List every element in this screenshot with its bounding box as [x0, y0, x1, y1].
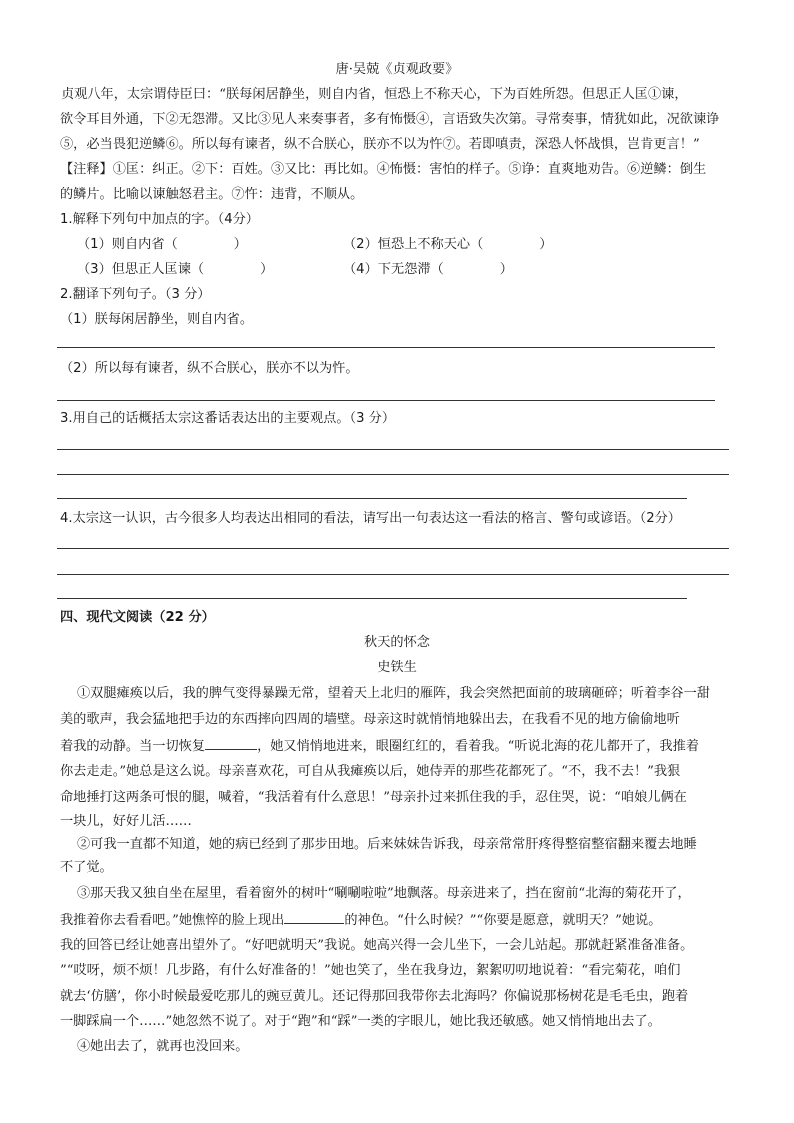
q2-sentence-1: （1）朕每闲居静坐，则自内省。 [60, 312, 254, 327]
fill-blank-2[interactable] [284, 911, 344, 924]
article-title: 秋天的怀念 [364, 635, 430, 650]
q2-sentence-2: （2）所以每有谏者，纵不合朕心，朕亦不以为忤。 [60, 361, 359, 376]
paragraph-3-line: ”“哎呀，烦不烦！几步路，有什么好准备的！”她也笑了，坐在我身边，絮絮叨叨地说着：“看完菊花，咱们 [60, 963, 681, 978]
answer-line[interactable] [57, 474, 729, 475]
answer-line[interactable] [57, 400, 715, 401]
answer-line[interactable] [57, 347, 715, 348]
section-heading: 四、现代文阅读（22 分） [60, 610, 215, 625]
passage-line-3: ⑤，必当畏犯逆鳞⑥。所以每有谏者，纵不合朕心，朕亦不以为忤⑦。若即嗔责，深恐人怀战惧，岂肯更言！” [60, 137, 700, 152]
passage-source-title: 唐·吴兢《贞观政要》 [335, 62, 459, 77]
paragraph-1-line: ①双腿瘫痪以后，我的脾气变得暴躁无常，望着天上北归的雁阵，我会突然把面前的玻璃砸碎；听着李谷一甜 [77, 686, 710, 701]
answer-line[interactable] [57, 598, 687, 599]
question-2-stem: 2.翻译下列句子。（3 分） [60, 287, 211, 302]
paragraph-2-line: 不了觉。 [60, 860, 113, 875]
answer-line[interactable] [57, 548, 729, 549]
paragraph-4-line: ④她出去了，就再也没回来。 [77, 1039, 249, 1054]
paragraph-1-line: 美的歌声，我会猛地把手边的东西摔向四周的墙壁。母亲这时就悄悄地躲出去，在我看不见的地方偷偷地听 [60, 712, 680, 727]
paragraph-3-line: ③那天我又独自坐在屋里，看着窗外的树叶“唰唰啦啦”地飘落。母亲进来了，挡在窗前“北海的菊花开了， [77, 886, 691, 901]
paragraph-2-line: ②可我一直都不知道，她的病已经到了那步田地。后来妹妹告诉我，母亲常常肝疼得整宿整宿翻来覆去地睡 [77, 837, 697, 852]
paragraph-3-line: 我推着你去看看吧。”她憔悴的脸上现出 的神色。“什么时候？”“你要是愿意，就明天？”她说。 [60, 913, 662, 928]
fill-blank-1[interactable] [205, 737, 257, 750]
answer-line[interactable] [57, 498, 687, 499]
passage-line-1: 贞观八年，太宗谓侍臣曰：“朕每闲居静坐，则自内省，恒恐上不称天心，下为百姓所怨。但思正人匡①谏， [61, 87, 688, 102]
q1-item-3: （3）但思正人匡谏（ ） [77, 262, 274, 277]
passage-line-2: 欲令耳目外通，下②无怨滞。又比③见人来奏事者，多有怖慑④，言语致失次第。寻常奏事，情犹如此，况欲谏诤 [60, 112, 720, 127]
paragraph-1-line: 一块儿，好好儿活…… [60, 814, 192, 829]
q1-item-1: （1）则自内省（ ） [77, 237, 247, 252]
annotation-line-2: 的鳞片。比喻以谏触怒君主。⑦忤：违背，不顺从。 [60, 187, 364, 202]
q1-item-2: （2）恒恐上不称天心（ ） [343, 237, 553, 252]
paragraph-3-line: 一脚踩扁一个……”她忽然不说了。对于“跑”和“踩”一类的字眼儿，她比我还敏感。她又悄悄地出去了。 [60, 1014, 661, 1029]
article-author: 史铁生 [377, 660, 417, 675]
paragraph-3-line: 我的回答已经让她喜出望外了。“好吧就明天”我说。她高兴得一会儿坐下，一会儿站起。那就赶紧准备准备。 [60, 938, 694, 953]
question-1-stem: 1.解释下列句中加点的字。（4分） [60, 212, 259, 227]
paragraph-3-line: 就去‘仿膳’，你小时候最爱吃那儿的豌豆黄儿。还记得那回我带你去北海吗？你偏说那杨树花是毛毛虫，跑着 [60, 989, 689, 1004]
question-3-stem: 3.用自己的话概括太宗这番话表达出的主要观点。（3 分） [60, 411, 396, 426]
paragraph-1-line: 你去走走。”她总是这么说。母亲喜欢花，可自从我瘫痪以后，她侍弄的那些花都死了。“不，我不去！”我狠 [60, 764, 681, 779]
answer-line[interactable] [57, 449, 729, 450]
question-4-stem: 4.太宗这一认识，古今很多人均表达出相同的看法，请写出一句表达这一看法的格言、警句或谚语。（2分） [60, 511, 681, 526]
answer-line[interactable] [57, 574, 729, 575]
annotation-line-1: 【注释】①匡：纠正。②下：百姓。③又比：再比如。④怖慑：害怕的样子。⑤诤：直爽地劝告。⑥逆鳞：倒生 [60, 162, 707, 177]
q1-item-4: （4）下无怨滞（ ） [343, 262, 513, 277]
paragraph-1-line: 着我的动静。当一切恢复 ，她又悄悄地进来，眼圈红红的，看着我。“听说北海的花儿都开了，我推着 [60, 739, 699, 754]
paragraph-1-line: 命地捶打这两条可恨的腿，喊着，“我活着有什么意思！”母亲扑过来抓住我的手，忍住哭，说：“咱娘儿俩在 [60, 790, 687, 805]
